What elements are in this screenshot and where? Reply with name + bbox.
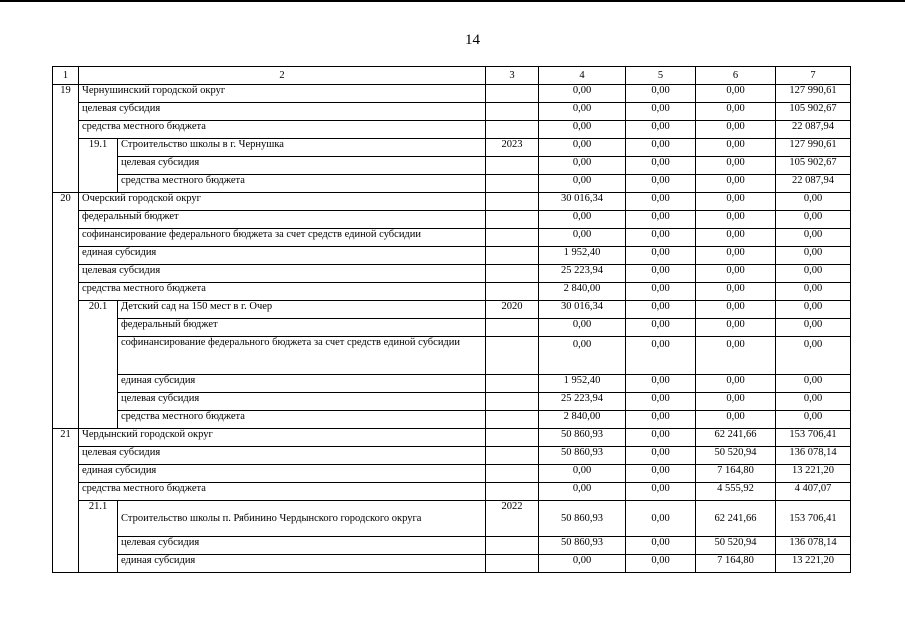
row-year xyxy=(486,483,539,501)
row-col5: 0,00 xyxy=(626,537,696,555)
row-col4: 50 860,93 xyxy=(539,429,626,447)
row-col6: 0,00 xyxy=(696,301,776,319)
row-col6: 0,00 xyxy=(696,247,776,265)
table-row xyxy=(53,465,851,483)
row-col7: 127 990,61 xyxy=(776,139,851,157)
row-name: средства местного бюджета xyxy=(79,121,486,139)
row-name: Чердынский городской округ xyxy=(79,429,486,447)
row-year xyxy=(486,375,539,393)
row-year xyxy=(486,465,539,483)
table-row xyxy=(53,103,851,121)
row-col7: 0,00 xyxy=(776,337,851,375)
row-col6: 50 520,94 xyxy=(696,537,776,555)
row-year xyxy=(486,429,539,447)
row-col7: 4 407,07 xyxy=(776,483,851,501)
row-col6: 62 241,66 xyxy=(696,501,776,537)
row-index: 20 xyxy=(53,193,79,429)
row-col7: 0,00 xyxy=(776,229,851,247)
table-row xyxy=(53,483,851,501)
row-col6: 0,00 xyxy=(696,103,776,121)
table-row xyxy=(53,229,851,247)
header-cell: 3 xyxy=(486,67,539,85)
row-col4: 30 016,34 xyxy=(539,193,626,211)
row-name: софинансирование федерального бюджета за счет средств единой субсидии xyxy=(79,229,486,247)
table-row xyxy=(53,157,851,175)
row-name: Очерский городской округ xyxy=(79,193,486,211)
row-col6: 0,00 xyxy=(696,121,776,139)
row-col5: 0,00 xyxy=(626,429,696,447)
row-col6: 4 555,92 xyxy=(696,483,776,501)
row-year xyxy=(486,85,539,103)
row-subindex: 21.1 xyxy=(79,501,118,573)
row-year xyxy=(486,447,539,465)
row-col7: 127 990,61 xyxy=(776,85,851,103)
row-col7: 105 902,67 xyxy=(776,157,851,175)
row-year xyxy=(486,337,539,375)
row-col7: 136 078,14 xyxy=(776,537,851,555)
table-row xyxy=(53,265,851,283)
table-row xyxy=(53,139,851,157)
row-col5: 0,00 xyxy=(626,301,696,319)
row-col6: 0,00 xyxy=(696,193,776,211)
row-name: Чернушинский городской округ xyxy=(79,85,486,103)
row-year xyxy=(486,103,539,121)
row-col7: 153 706,41 xyxy=(776,501,851,537)
row-col7: 13 221,20 xyxy=(776,555,851,573)
table-row xyxy=(53,411,851,429)
row-subindex: 20.1 xyxy=(79,301,118,429)
row-year xyxy=(486,555,539,573)
table-row xyxy=(53,121,851,139)
row-col5: 0,00 xyxy=(626,501,696,537)
row-year xyxy=(486,193,539,211)
row-col5: 0,00 xyxy=(626,337,696,375)
row-col7: 0,00 xyxy=(776,193,851,211)
row-col4: 0,00 xyxy=(539,139,626,157)
row-col4: 0,00 xyxy=(539,483,626,501)
table-row xyxy=(53,175,851,193)
row-name: целевая субсидия xyxy=(79,265,486,283)
row-col6: 0,00 xyxy=(696,265,776,283)
row-name: целевая субсидия xyxy=(79,103,486,121)
row-col4: 0,00 xyxy=(539,465,626,483)
row-year xyxy=(486,229,539,247)
row-col7: 0,00 xyxy=(776,411,851,429)
row-col6: 62 241,66 xyxy=(696,429,776,447)
row-name: целевая субсидия xyxy=(79,447,486,465)
row-col7: 0,00 xyxy=(776,211,851,229)
table-row xyxy=(53,337,851,375)
row-name: целевая субсидия xyxy=(118,393,486,411)
row-col7: 0,00 xyxy=(776,247,851,265)
table-row xyxy=(53,393,851,411)
row-name: средства местного бюджета xyxy=(118,175,486,193)
row-col4: 30 016,34 xyxy=(539,301,626,319)
row-name: средства местного бюджета xyxy=(79,283,486,301)
row-name: единая субсидия xyxy=(79,247,486,265)
row-name: средства местного бюджета xyxy=(79,483,486,501)
row-year xyxy=(486,393,539,411)
row-col4: 2 840,00 xyxy=(539,411,626,429)
row-col7: 22 087,94 xyxy=(776,121,851,139)
row-col5: 0,00 xyxy=(626,375,696,393)
row-col6: 50 520,94 xyxy=(696,447,776,465)
row-name: целевая субсидия xyxy=(118,157,486,175)
row-year xyxy=(486,537,539,555)
row-col5: 0,00 xyxy=(626,229,696,247)
table-row xyxy=(53,301,851,319)
table-row xyxy=(53,555,851,573)
row-col7: 13 221,20 xyxy=(776,465,851,483)
row-col6: 7 164,80 xyxy=(696,555,776,573)
row-col7: 153 706,41 xyxy=(776,429,851,447)
row-year: 2022 xyxy=(486,501,539,537)
row-col4: 50 860,93 xyxy=(539,447,626,465)
header-cell: 5 xyxy=(626,67,696,85)
top-rule xyxy=(0,0,905,2)
table-header-row xyxy=(53,67,851,85)
row-col6: 0,00 xyxy=(696,157,776,175)
row-col6: 0,00 xyxy=(696,337,776,375)
row-col7: 0,00 xyxy=(776,283,851,301)
row-col4: 0,00 xyxy=(539,229,626,247)
table-row xyxy=(53,85,851,103)
row-col6: 0,00 xyxy=(696,375,776,393)
row-col7: 105 902,67 xyxy=(776,103,851,121)
row-year: 2020 xyxy=(486,301,539,319)
row-col6: 0,00 xyxy=(696,411,776,429)
row-year xyxy=(486,121,539,139)
budget-table xyxy=(52,66,851,573)
table-row xyxy=(53,501,851,537)
row-index: 19 xyxy=(53,85,79,193)
row-name: средства местного бюджета xyxy=(118,411,486,429)
row-year xyxy=(486,211,539,229)
row-col5: 0,00 xyxy=(626,393,696,411)
table-row xyxy=(53,319,851,337)
row-year xyxy=(486,283,539,301)
row-col4: 50 860,93 xyxy=(539,537,626,555)
row-subindex: 19.1 xyxy=(79,139,118,193)
row-col6: 0,00 xyxy=(696,211,776,229)
row-col7: 0,00 xyxy=(776,265,851,283)
row-col7: 0,00 xyxy=(776,319,851,337)
row-col5: 0,00 xyxy=(626,103,696,121)
table-row xyxy=(53,375,851,393)
row-col7: 22 087,94 xyxy=(776,175,851,193)
row-col4: 0,00 xyxy=(539,103,626,121)
row-col4: 0,00 xyxy=(539,175,626,193)
row-col5: 0,00 xyxy=(626,465,696,483)
header-cell: 2 xyxy=(79,67,486,85)
row-col5: 0,00 xyxy=(626,157,696,175)
row-col4: 0,00 xyxy=(539,121,626,139)
row-col5: 0,00 xyxy=(626,447,696,465)
row-col4: 25 223,94 xyxy=(539,265,626,283)
row-col5: 0,00 xyxy=(626,211,696,229)
row-name: Строительство школы п. Рябинино Чердынского городского округа xyxy=(118,501,486,537)
row-col5: 0,00 xyxy=(626,193,696,211)
row-col5: 0,00 xyxy=(626,411,696,429)
row-col6: 0,00 xyxy=(696,283,776,301)
row-name: софинансирование федерального бюджета за счет средств единой субсидии xyxy=(118,337,486,375)
row-col6: 0,00 xyxy=(696,139,776,157)
row-name: единая субсидия xyxy=(118,375,486,393)
row-col4: 0,00 xyxy=(539,555,626,573)
row-col5: 0,00 xyxy=(626,283,696,301)
table-row xyxy=(53,283,851,301)
row-col7: 136 078,14 xyxy=(776,447,851,465)
row-col4: 50 860,93 xyxy=(539,501,626,537)
row-col6: 0,00 xyxy=(696,319,776,337)
row-col4: 1 952,40 xyxy=(539,375,626,393)
row-col6: 0,00 xyxy=(696,393,776,411)
row-col4: 1 952,40 xyxy=(539,247,626,265)
row-year xyxy=(486,319,539,337)
row-col6: 0,00 xyxy=(696,85,776,103)
row-col5: 0,00 xyxy=(626,139,696,157)
row-year xyxy=(486,175,539,193)
row-name: Строительство школы в г. Чернушка xyxy=(118,139,486,157)
row-col6: 7 164,80 xyxy=(696,465,776,483)
row-col6: 0,00 xyxy=(696,175,776,193)
header-cell: 6 xyxy=(696,67,776,85)
header-cell: 4 xyxy=(539,67,626,85)
table-row xyxy=(53,247,851,265)
row-name: Детский сад на 150 мест в г. Очер xyxy=(118,301,486,319)
table-row xyxy=(53,193,851,211)
row-year xyxy=(486,247,539,265)
row-col5: 0,00 xyxy=(626,483,696,501)
row-name: единая субсидия xyxy=(79,465,486,483)
row-col4: 0,00 xyxy=(539,211,626,229)
row-col5: 0,00 xyxy=(626,319,696,337)
row-col5: 0,00 xyxy=(626,265,696,283)
row-name: федеральный бюджет xyxy=(79,211,486,229)
header-cell: 1 xyxy=(53,67,79,85)
page-number: 14 xyxy=(465,32,480,48)
row-name: федеральный бюджет xyxy=(118,319,486,337)
row-col4: 0,00 xyxy=(539,85,626,103)
row-col4: 0,00 xyxy=(539,157,626,175)
row-col6: 0,00 xyxy=(696,229,776,247)
row-year xyxy=(486,265,539,283)
row-col4: 2 840,00 xyxy=(539,283,626,301)
row-year: 2023 xyxy=(486,139,539,157)
table-row xyxy=(53,447,851,465)
row-col4: 25 223,94 xyxy=(539,393,626,411)
table-row xyxy=(53,211,851,229)
row-col7: 0,00 xyxy=(776,375,851,393)
row-year xyxy=(486,411,539,429)
table-row xyxy=(53,429,851,447)
row-col7: 0,00 xyxy=(776,393,851,411)
row-index: 21 xyxy=(53,429,79,573)
row-col4: 0,00 xyxy=(539,319,626,337)
row-name: единая субсидия xyxy=(118,555,486,573)
row-name: целевая субсидия xyxy=(118,537,486,555)
table-row xyxy=(53,537,851,555)
row-col5: 0,00 xyxy=(626,85,696,103)
row-col5: 0,00 xyxy=(626,175,696,193)
row-col5: 0,00 xyxy=(626,555,696,573)
row-year xyxy=(486,157,539,175)
row-col5: 0,00 xyxy=(626,247,696,265)
row-col7: 0,00 xyxy=(776,301,851,319)
row-col5: 0,00 xyxy=(626,121,696,139)
header-cell: 7 xyxy=(776,67,851,85)
row-col4: 0,00 xyxy=(539,337,626,375)
